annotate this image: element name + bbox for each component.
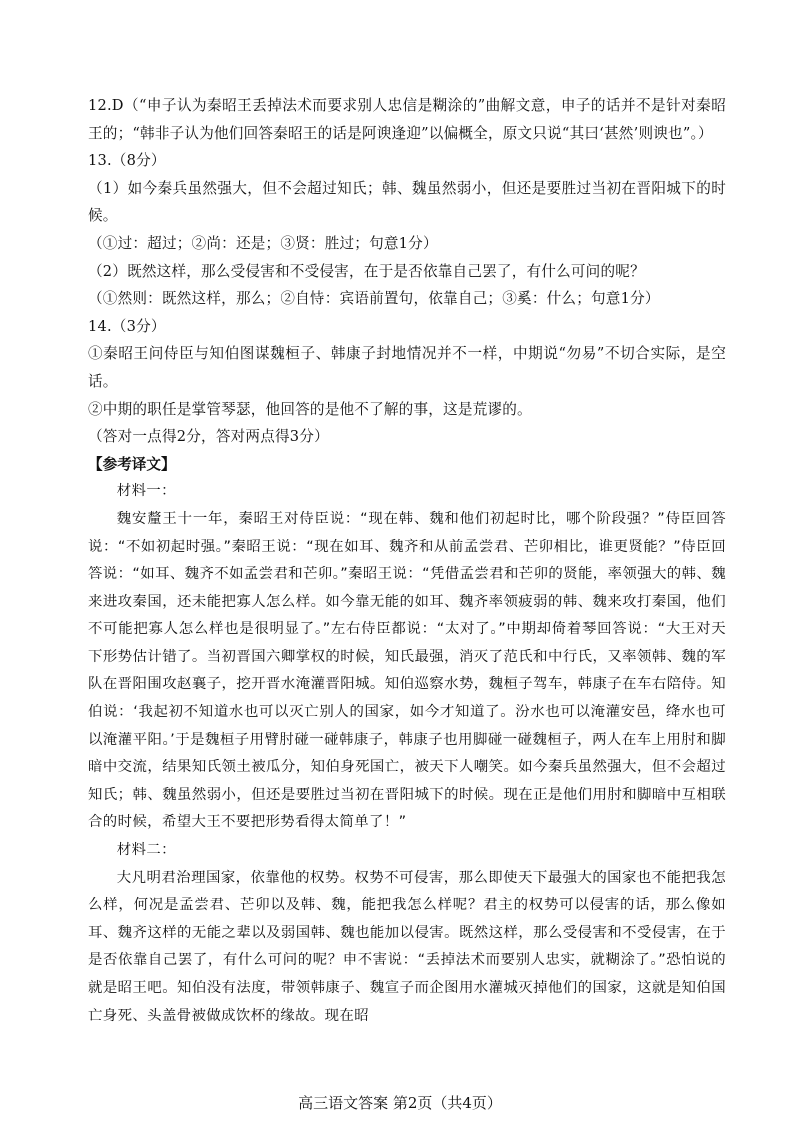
material-2-title: 材料二： [116, 842, 176, 859]
material-2-text: 大凡明君治理国家，依靠他的权势。权势不可侵害，那么即使天下最强大的国家也不能把我怎么样，何况是孟尝君、芒卯以及韩、魏，能把我怎么样呢？君主的权势可以侵害的话，那么像如耳、魏齐这样的无能之辈以及弱国韩、魏也能加以侵害。既然这样，那么受侵害和不受侵害，在于是否依靠自己罢了，有什么可问的呢？申不害说：“丢掉法术而要别人忠实，就糊涂了。”恐怕说的就是昭王吧。知伯没有法度，带领韩康子、魏宣子而企图用水灌城灭掉他们的国家，这就是知伯国亡身死、头盖骨被做成饮杯的缘故。现在昭 [88, 869, 726, 1024]
answer-13-header: 13.（8分） [88, 152, 166, 170]
answer-13-part2-note: （①然则：既然这样，那么；②自恃：宾语前置句，依靠自己；③奚：什么；句意1分） [88, 290, 660, 308]
page-footer: 高三语文答案 第2页（共4页） [298, 1094, 502, 1112]
material-1-title: 材料一： [116, 483, 176, 500]
answer-12: 12.D（“申子认为秦昭王丢掉法术而要求别人忠信是糊涂的”曲解文意，申子的话并不是针对秦昭王的；“韩非子认为他们回答秦昭王的话是阿谀逢迎”以偏概全，原文只说“其曰‘甚然’则谀也”。） [88, 97, 726, 142]
answer-14-point1: ①秦昭王问侍臣与知伯图谋魏桓子、韩康子封地情况并不一样，中期说“勿易”不切合实际，是空话。 [88, 345, 726, 390]
reference-translation-heading: 【参考译文】 [88, 455, 176, 473]
answer-13-part1: （1）如今秦兵虽然强大，但不会超过知氏；韩、魏虽然弱小，但还是要胜过当初在晋阳城下的时候。 [88, 179, 726, 225]
page-content [88, 92, 726, 1030]
answer-13-part1-note: （①过：超过；②尚：还是；③贤：胜过；句意1分） [88, 234, 438, 252]
answer-13-part2: （2）既然这样，那么受侵害和不受侵害，在于是否依靠自己罢了，有什么可问的呢？ [88, 262, 645, 280]
answer-14-header: 14.（3分） [88, 317, 166, 335]
answer-14-point2: ②中期的职任是掌管琴瑟，他回答的是他不了解的事，这是荒谬的。 [88, 400, 532, 418]
answer-14-note: （答对一点得2分，答对两点得3分） [88, 428, 329, 446]
material-1-text: 魏安釐王十一年，秦昭王对侍臣说：“现在韩、魏和他们初起时比，哪个阶段强？”侍臣回答说：“不如初起时强。”秦昭王说：“现在如耳、魏齐和从前孟尝君、芒卯相比，谁更贤能？”侍臣回答说：“如耳、魏齐不如孟尝君和芒卯。”秦昭王说：“凭借孟尝君和芒卯的贤能，率领强大的韩、魏来进攻秦国，还未能把寡人怎么样。如今靠无能的如耳、魏齐率领疲弱的韩、魏来攻打秦国，他们不可能把寡人怎么样也是很明显了。”左右侍臣都说：“太对了。”中期却倚着琴回答说：“大王对天下形势估计错了。当初晋国六卿掌权的时候，知氏最强，消灭了范氏和中行氏，又率领韩、魏的军队在晋阳围攻赵襄子，挖开晋水淹灌晋阳城。知伯巡察水势，魏桓子驾车，韩康子在车右陪侍。知伯说：‘我起初不知道水也可以灭亡别人的国家，如今才知道了。汾水也可以淹灌安邑，绛水也可以淹灌平阳。’于是魏桓子用臂肘碰一碰韩康子，韩康子也用脚碰一碰魏桓子，两人在车上用肘和脚暗中交流，结果知氏领土被瓜分，知伯身死国亡，被天下人嘲笑。如今秦兵虽然强大，但不会超过知氏；韩、魏虽然弱小，但还是要胜过当初在晋阳城下的时候。现在正是他们用肘和脚暗中互相联合的时候，希望大王不要把形势看得太简单了！” [88, 510, 726, 831]
